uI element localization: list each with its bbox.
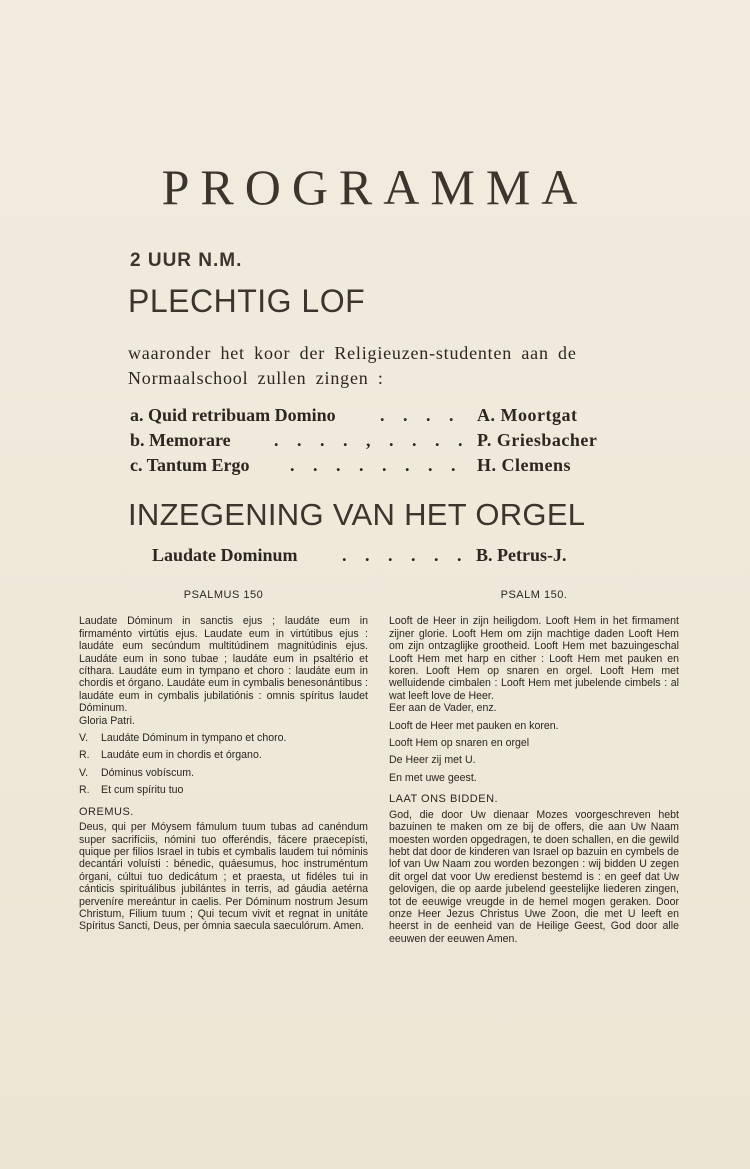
- psalm-title: PSALM 150.: [500, 589, 568, 601]
- response: En met uwe geest.: [389, 771, 477, 784]
- response: R. Et cum spíritu tuo: [79, 784, 184, 797]
- versicle: V. Laudáte Dóminum in tympano et choro.: [79, 732, 287, 745]
- leader-dots: . . . .: [380, 405, 461, 425]
- prayer-title: LAAT ONS BIDDEN.: [389, 793, 499, 806]
- composer-name: H. Clemens: [477, 455, 571, 475]
- psalm-text: Laudate Dóminum in sanctis ejus ; laudáte eum in firmaménto virtútis ejus. Laudate eum in virtútibus ejus : laudáte eum secúndum multitúdinem magnitúdinis ejus. Laudáte eum in sono tubae ; laudáte eum in psaltério et cíthara. Laudáte eum in tympano et choro : laudáte eum in chordis et órgano. Laudáte eum in cymbalis benesonántibus : laudáte eum in cymbalis jubilatiónis : omnis spíritus laudet Dóminum.: [79, 615, 368, 715]
- prayer-title: OREMUS.: [79, 805, 134, 818]
- prayer-text: God, die door Uw dienaar Mozes voorgeschreven hebt bazuinen te maken om ze bij de offers, die aan Uw Naam moesten worden opgedragen, te doen schallen, en die gewild hebt dat door de kinderen van Israel op bazuin en cymbels de lof van Uw Naam zou worden bezongen : wij bidden U zegen dit orgel dat voor Uw eredienst bestemd is : en geef dat Uw gelovigen, die op aarde jubelend geestelijke liederen zingen, tot de eeuwige vreugde in de hemel mogen geraken. Door onze Heer Jezus Christus Uwe Zoon, die met U leeft en heerst in de eenheid van de Heilige Geest, God door alle eeuwen der eeuwen Amen.: [389, 808, 679, 945]
- composer-name: P. Griesbacher: [477, 430, 598, 450]
- response: R. Laudáte eum in chordis et órgano.: [79, 749, 262, 762]
- piece-title: b. Memorare: [130, 430, 231, 450]
- gloria-line: Eer aan de Vader, enz.: [389, 702, 497, 715]
- piece-title: Laudate Dominum: [152, 545, 298, 565]
- versicles: [389, 720, 679, 785]
- psalm-title: PSALMUS 150: [183, 589, 264, 601]
- versicle: De Heer zij met U.: [389, 754, 476, 767]
- composer-name: B. Petrus-J.: [476, 545, 567, 565]
- section-heading-lof: PLECHTIG LOF: [128, 283, 366, 319]
- program-item: [130, 405, 620, 429]
- piece-title: c. Tantum Ergo: [130, 455, 250, 475]
- psalm-text: Looft de Heer in zijn heiligdom. Looft Hem in het firmament zijner glorie. Looft Hem om zijn machtige daden Looft Hem om zijn ontzaglijke grootheid. Looft Hem met bazuingeschal Looft Hem met harp en cither : Looft Hem met pauken en koren. Looft Hem op snaren en orgel. Looft Hem met welluidende cimbalen : Looft Hem met jubelende cimbels : al wat leeft love de Heer.: [389, 615, 679, 702]
- latin-column: [79, 589, 368, 933]
- dutch-column: [389, 589, 679, 945]
- versicle: Looft de Heer met pauken en koren.: [389, 719, 559, 732]
- versicle: V. Dóminus vobíscum.: [79, 766, 195, 779]
- section-intro: waaronder het koor der Religieuzen-studenten aan de Normaalschool zullen zingen :: [128, 343, 577, 388]
- leader-dots: . . . . . . . .: [290, 455, 463, 475]
- versicles: [79, 732, 368, 797]
- leader-dots: . . . . , . . . .: [274, 430, 470, 450]
- program-item: [152, 545, 612, 569]
- time-label: 2 UUR N.M.: [130, 250, 243, 271]
- piece-title: a. Quid retribuam Domino: [130, 405, 336, 425]
- prayer-text: Deus, qui per Móysem fámulum tuum tubas ad canéndum super sacrifíciis, nómini tuo offeréndis, fácere praecepísti, quique per filios Israel in tubis et cymbalis laudem tui nóminis decantári voluísti : bénedic, quáesumus, hoc instruméntum órgani, cúltui tuo dedicátum ; et praesta, ut fidéles tui in cánticis spirituálibus jubilántes in terris, ad gáudia aetérna perveníre mereántur in caelis. Per Dóminum nostrum Jesum Christum, Filium tuum ; Qui tecum vivit et regnat in unitáte Spíritus Sancti, Deus, per ómnia saecula saeculórum. Amen.: [79, 821, 368, 933]
- leader-dots: . . . . . .: [342, 545, 469, 565]
- page-title: PROGRAMMA: [161, 159, 589, 215]
- gloria-line: Gloria Patri.: [79, 714, 135, 727]
- response: Looft Hem op snaren en orgel: [389, 737, 530, 750]
- program-item: [130, 455, 620, 479]
- program-item: [130, 430, 620, 454]
- section-heading-organ: INZEGENING VAN HET ORGEL: [128, 497, 586, 532]
- composer-name: A. Moortgat: [477, 405, 578, 425]
